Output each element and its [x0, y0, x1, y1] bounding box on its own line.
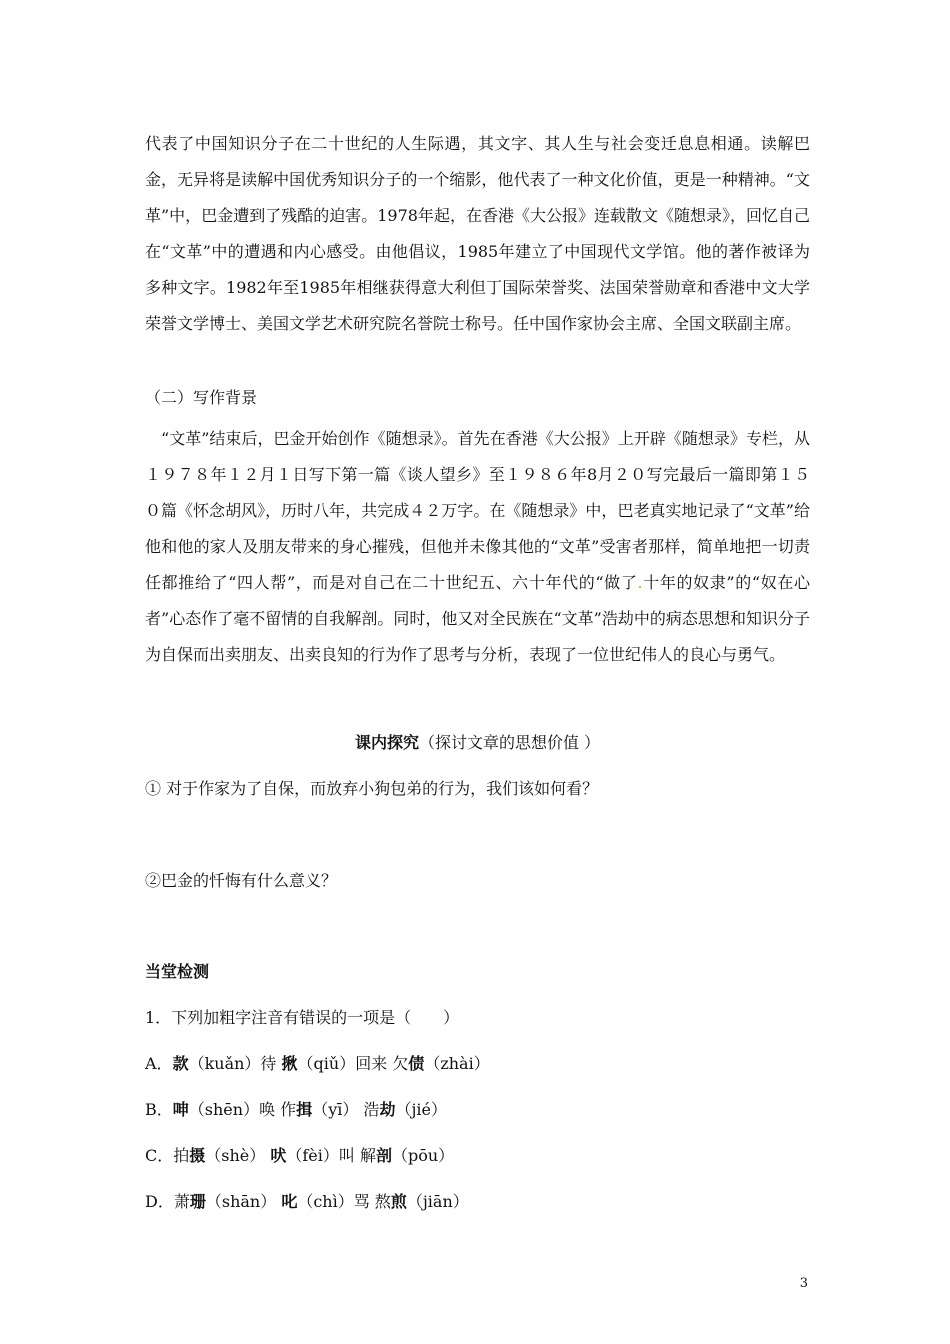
bio-paragraph: 代表了中国知识分子在二十世纪的人生际遇，其文字、其人生与社会变迁息息相通。读解巴金，无异将是读解中国优秀知识分子的一个缩影，他代表了一种文化价值，更是一种精神。“文革”中，巴金遭到了残酷的迫害。1978年起，在香港《大公报》连载散文《随想录》，回忆自己在“文革”中的遭遇和内心感受。由他倡议，1985年建立了中国现代文学馆。他的著作被译为多种文字。1982年至1985年相继获得意大利但丁国际荣誉奖、法国荣誉勋章和香港中文大学荣誉文学博士、美国文学艺术研究院名誉院士称号。任中国作家协会主席、全国文联副主席。: [145, 134, 810, 333]
option-b-text-3: （jié）: [395, 1100, 448, 1119]
option-c: [145, 1144, 454, 1168]
option-d-bold-1: 珊: [189, 1192, 206, 1211]
option-c-bold-1: 摄: [189, 1146, 206, 1165]
option-d-prefix: D．萧: [145, 1192, 190, 1211]
option-c-text-1: （shè）: [205, 1146, 271, 1165]
background-heading: （二）写作背景: [145, 388, 258, 407]
inquiry-question-2: ②巴金的忏悔有什么意义？: [145, 871, 338, 890]
option-a-bold-3: 债: [408, 1054, 425, 1073]
option-d-bold-3: 煎: [390, 1192, 407, 1211]
option-c-text-3: （pōu）: [391, 1146, 455, 1165]
option-d-text-3: （jiān）: [406, 1192, 469, 1211]
inquiry-title-bold: 课内探究: [354, 733, 419, 752]
option-c-text-2: （fèi）叫 解: [286, 1146, 376, 1165]
option-d-text-2: （chì）骂 熬: [297, 1192, 391, 1211]
option-d-bold-2: 叱: [281, 1192, 298, 1211]
option-a-text-3: （zhài）: [424, 1054, 490, 1073]
option-a-bold-1: 款: [172, 1054, 189, 1073]
option-b-bold-3: 劫: [379, 1100, 396, 1119]
option-c-bold-2: 吠: [270, 1146, 287, 1165]
background-text-1: “文革”结束后，巴金开始创作《随想录》。首先在香港《大公报》上开辟《随想录》专栏，从１９７８年１２月１日写下第一篇《谈人望乡》至１９８６年8月２０写完最后一篇即第１５０篇《怀念胡风》，历时八年，共完成４２万字。在《随想录》中，巴老真实地记录了“文革”给他和他的家人及朋友带来的身心摧残，但他并未像其他的“文革”受害者那样，简单地把一切责任都推给了“四人帮”，而是对自己在二十世纪五、六十年代的“做了: [145, 429, 810, 592]
background-dot: .: [637, 573, 643, 592]
option-c-prefix: C．拍: [145, 1146, 190, 1165]
inquiry-title-rest: （探讨文章的思想价值 ）: [418, 733, 601, 752]
option-d-text-1: （shān）: [205, 1192, 282, 1211]
option-a: [145, 1052, 490, 1076]
option-b-bold-1: 呻: [172, 1100, 189, 1119]
option-a-text-1: （kuǎn）待: [188, 1054, 282, 1073]
option-a-prefix: A．: [145, 1054, 173, 1073]
option-c-bold-3: 剖: [375, 1146, 392, 1165]
option-b-text-2: （yī） 浩: [312, 1100, 380, 1119]
test-question-1: 1．下列加粗字注音有错误的一项是（ ）: [145, 1008, 460, 1027]
option-a-text-2: （qiǔ）回来 欠: [297, 1054, 409, 1073]
option-b: [145, 1098, 447, 1122]
option-d: [145, 1190, 469, 1214]
option-b-prefix: B．: [145, 1100, 173, 1119]
option-b-bold-2: 揖: [296, 1100, 313, 1119]
option-b-text-1: （shēn）唤 作: [188, 1100, 297, 1119]
test-heading: 当堂检测: [145, 962, 210, 981]
option-a-bold-2: 揪: [281, 1054, 298, 1073]
background-text-2: 十年的奴隶”的“奴在心者”心态作了毫不留情的自我解剖。同时，他又对全民族在“文革”浩劫中的病态思想和知识分子为自保而出卖朋友、出卖良知的行为作了思考与分析，表现了一位世纪伟人的良心与勇气。: [145, 573, 810, 664]
background-paragraph: [145, 421, 810, 673]
inquiry-question-1: ① 对于作家为了自保，而放弃小狗包弟的行为，我们该如何看？: [145, 779, 599, 798]
inquiry-title: [145, 731, 810, 755]
page-number: 3: [799, 1276, 808, 1291]
